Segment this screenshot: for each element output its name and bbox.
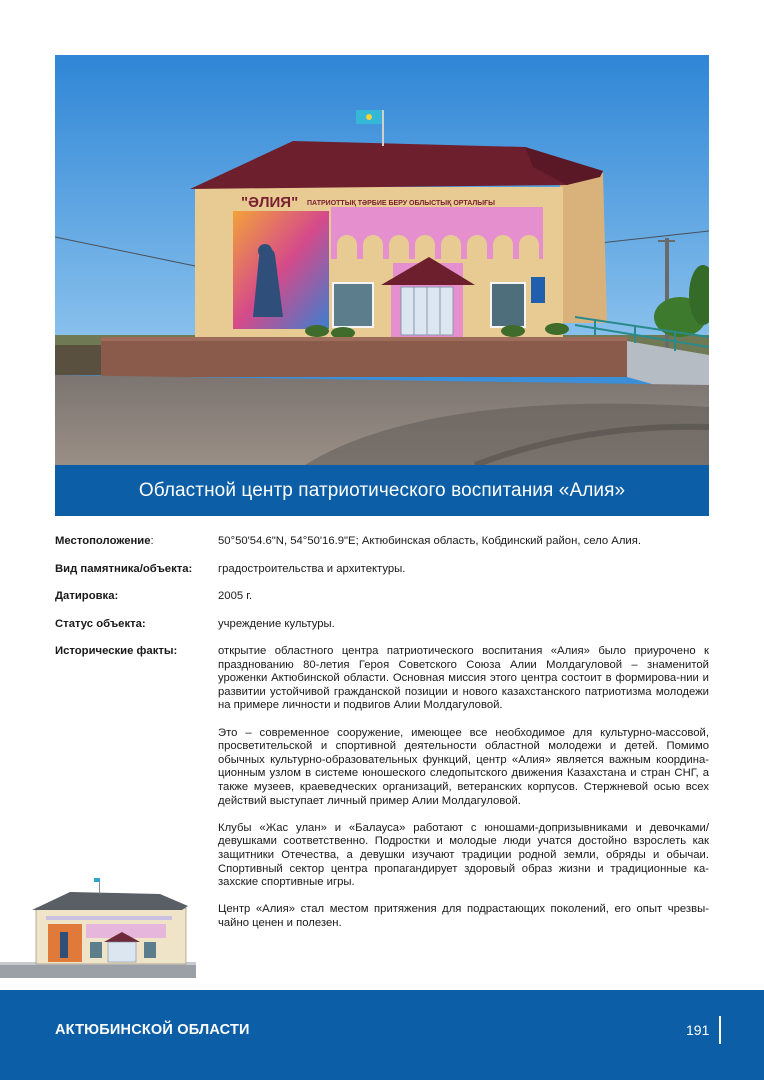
page-footer — [0, 990, 764, 1080]
facts-paragraph: Это – современное сооружение, имеющее все необходимое для культурно-массовой, просветительской и спортивной деятельности областной молодежи и детей. Помимо обычных культурно-образовательных функций, центр «Алия» является важным координа-ционным узлом в системе юношеского следопытского движения Казахстана и стран СНГ, а также музеев, краеведческих организаций, ветеранских корпусов. Стержневой осью всех действий выступает личный пример Алии Молдагуловой. — [218, 726, 709, 807]
page-title: Областной центр патриотического воспитания «Алия» — [138, 479, 626, 501]
field-label: Местоположение: — [55, 535, 154, 547]
field-value: 2005 г. — [218, 590, 253, 602]
footer-divider — [719, 1016, 721, 1044]
title-banner — [55, 465, 709, 516]
facts-paragraph: Центр «Алия» стал местом притяжения для подрастающих поколений, его опыт чрезвы-чайно ценен и полезен. — [218, 903, 709, 929]
field-label: Вид памятника/объекта: — [55, 563, 193, 575]
signage-main: "ӘЛИЯ" — [241, 194, 299, 211]
field-label: Датировка: — [55, 590, 119, 602]
facts-paragraph: открытие областного центра патриотического воспитания «Алия» было приурочено к празднованию 80-летия Героя Советского Союза Алии Молдагуловой – знаменитой уроженки Актюбинской области. Основная миссия этого центра состоит в формирова-нии и развитии устойчивой гражданской позиции и нового казахстанского патриотизма молодежи на примере личности и подвигов Алии Молдагуловой. — [218, 645, 709, 712]
building-thumbnail — [0, 870, 200, 985]
building-sketch — [0, 870, 200, 985]
field-label: Статус объекта: — [55, 618, 146, 630]
signage-sub: ПАТРИОТТЫҚ ТӘРБИЕ БЕРУ ОБЛЫСТЫҚ ОРТАЛЫҒЫ — [307, 200, 495, 207]
footer-region: АКТЮБИНСКОЙ ОБЛАСТИ — [55, 1022, 250, 1038]
field-value: градостроительства и архитектуры. — [218, 563, 406, 575]
field-value: учреждение культуры. — [218, 618, 335, 630]
historical-facts-text — [218, 645, 709, 944]
field-label: Исторические факты: — [55, 645, 178, 657]
page-number: 191 — [686, 1022, 710, 1038]
facts-paragraph: Клубы «Жас улан» и «Балауса» работают с юношами-допризывниками и девочками/девушками соответственно. Подростки и молодые люди учатся достойно взрослеть как защитники Отечества, а девушки изучают традиции родной земли, обряды и обычаи. Спортивный сектор центра пропагандирует здоровый образ жизни и традиционные ка-захские спортивные игры. — [218, 821, 709, 889]
field-value: 50°50'54.6"N, 54°50'16.9"E; Актюбинская область, Кобдинский район, село Алия. — [218, 535, 641, 547]
hero-photo — [55, 55, 709, 465]
building-illustration — [55, 55, 709, 465]
